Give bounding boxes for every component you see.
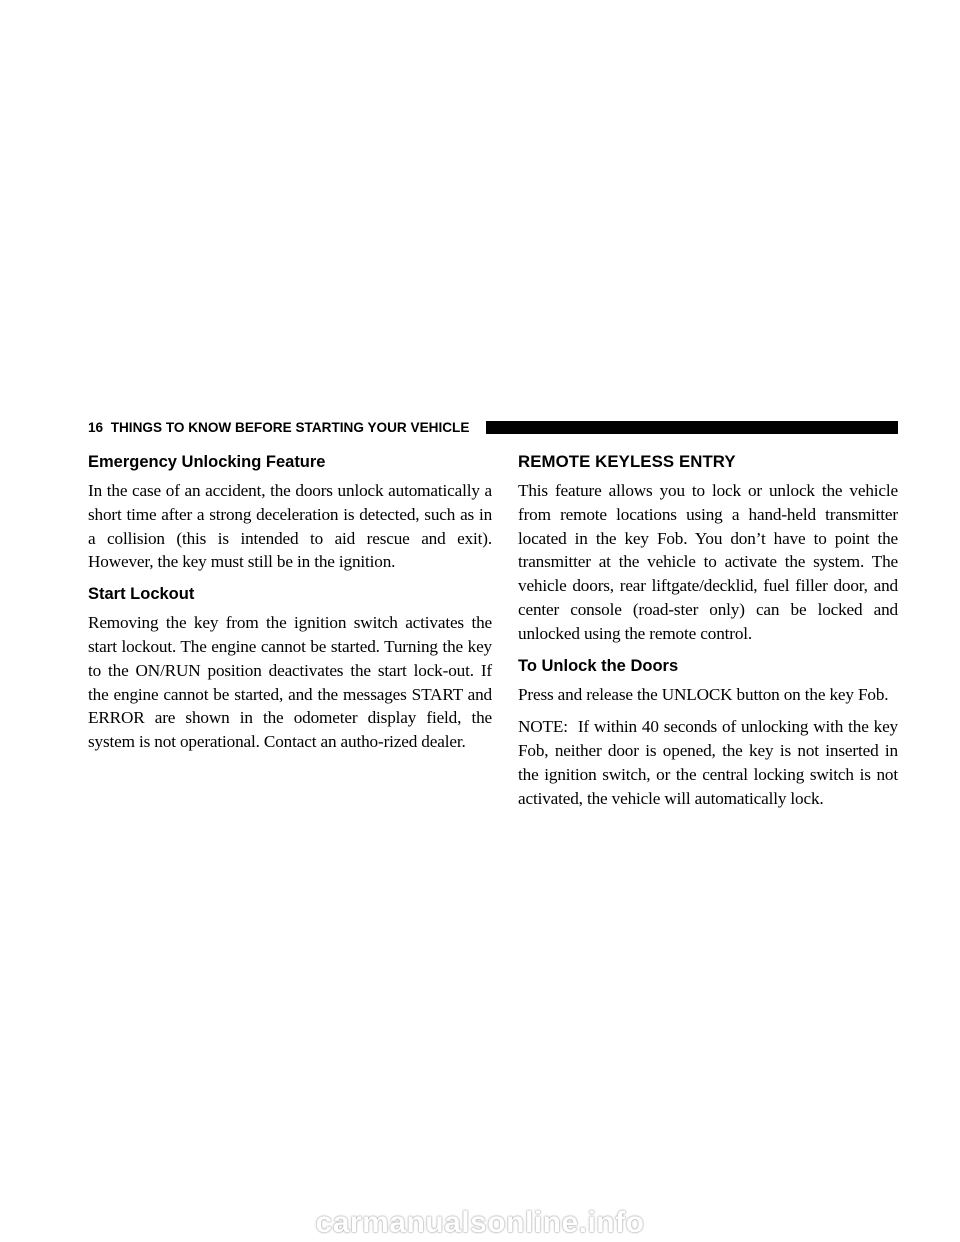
- heading-start-lockout: Start Lockout: [88, 585, 195, 604]
- heading-to-unlock-the-doors: To Unlock the Doors: [518, 656, 679, 675]
- watermark-text: carmanualsonline.info: [315, 1206, 645, 1239]
- note-label: NOTE:: [518, 717, 568, 737]
- paragraph-start-lockout: Removing the key from the ignition switch activates the start lockout. The engine cannot be started. Turning the key to the ON/RUN position deactivates the start lock-out. If the engine cannot be started, and the messages START and ERROR are shown in the odometer display field, the system is not operational. Contact an autho-rized dealer.: [88, 613, 492, 752]
- left-column: [88, 451, 492, 754]
- heading-emergency-unlocking: Emergency Unlocking Feature: [88, 453, 326, 471]
- section-title: THINGS TO KNOW BEFORE STARTING YOUR VEHICLE: [110, 420, 470, 435]
- watermark: [0, 1206, 960, 1240]
- page-header-text: [88, 419, 469, 437]
- heading-remote-keyless-entry: REMOTE KEYLESS ENTRY: [518, 452, 736, 471]
- paragraph-unlock-instructions: Press and release the UNLOCK button on the key Fob.: [518, 684, 889, 704]
- running-header: [88, 419, 898, 437]
- paragraph-remote-keyless-entry: This feature allows you to lock or unlock the vehicle from remote locations using a hand-held transmitter located in the key Fob. You don’t have to point the transmitter at the vehicle to activate the system. The vehicle doors, rear liftgate/decklid, fuel filler door, and center console (road-ster only) can be locked and unlocked using the remote control.: [518, 481, 898, 643]
- paragraph-note: NOTE: If within 40 seconds of unlocking with the key Fob, neither door is opened, the key is not inserted in the ignition switch, or the central locking switch is not activated, the vehicle will automatically lock.: [518, 717, 898, 808]
- paragraph-emergency-unlocking: In the case of an accident, the doors unlock automatically a short time after a strong deceleration is detected, such as in a collision (this is intended to aid rescue and exit). However, the key must still be in the ignition.: [88, 481, 493, 572]
- right-column: [518, 451, 898, 811]
- page-number: 16: [88, 420, 104, 435]
- header-rule-bar: [486, 421, 898, 434]
